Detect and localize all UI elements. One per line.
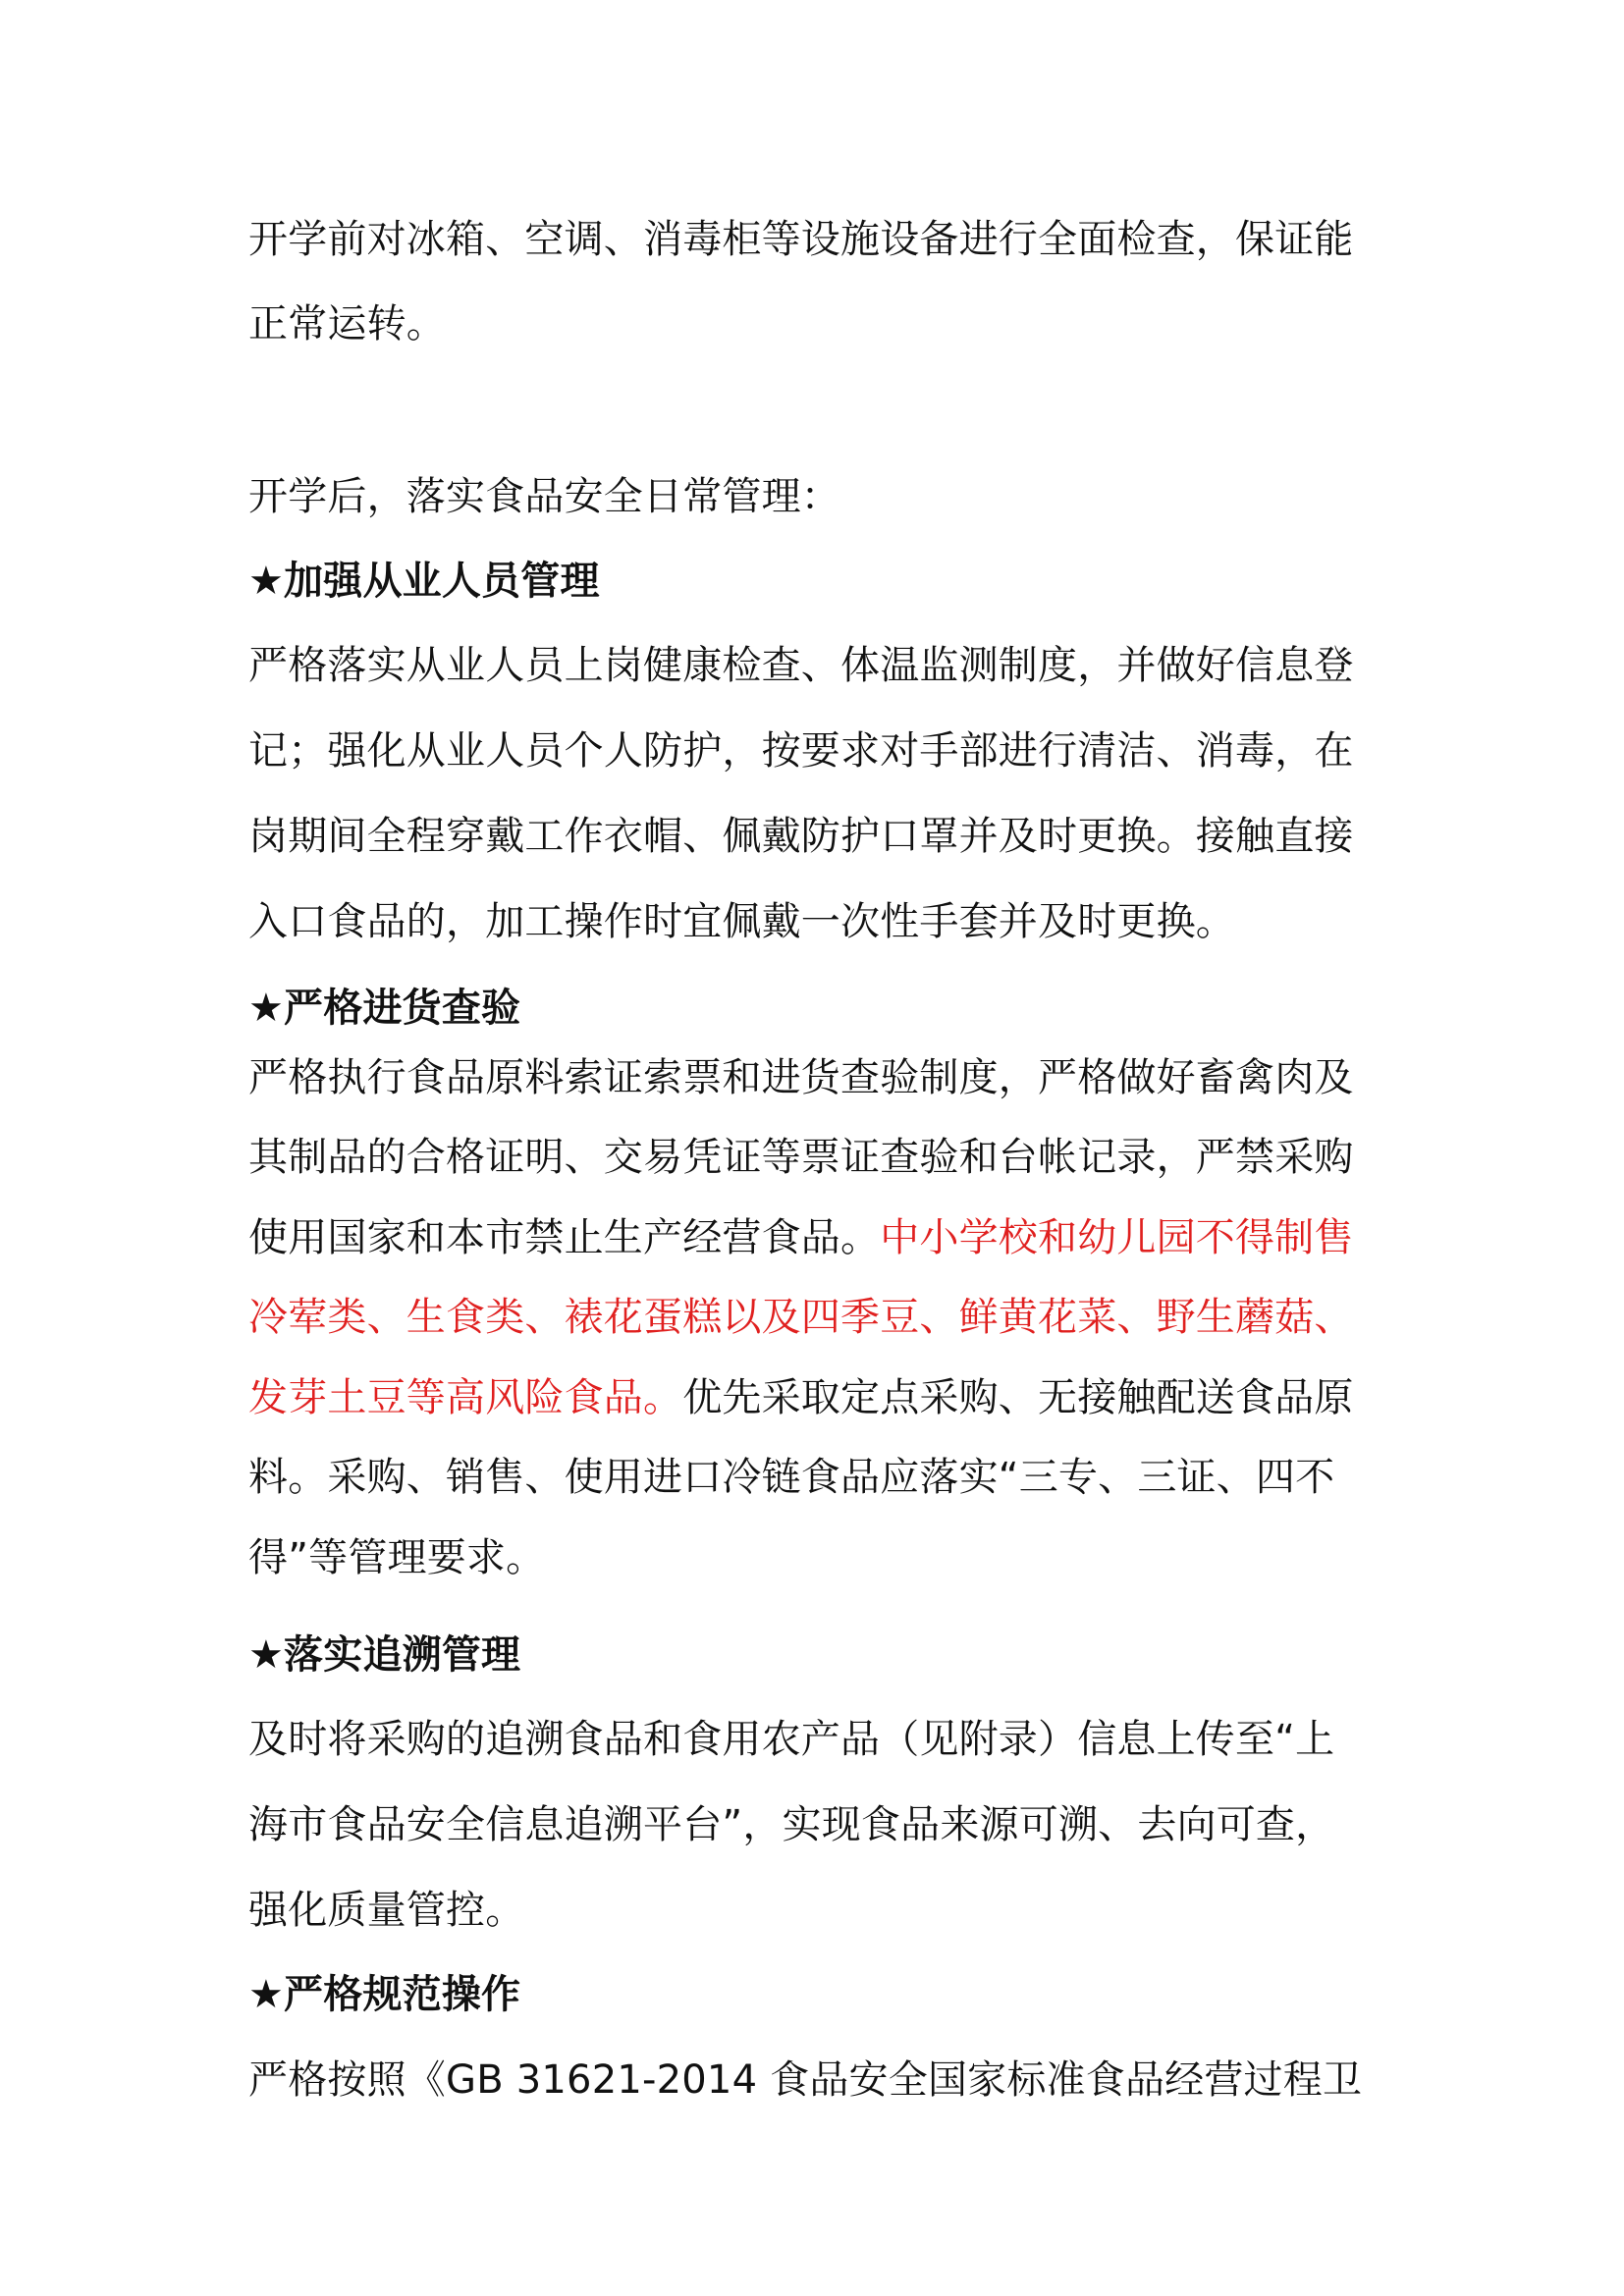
paragraph-line: 开学前对冰箱、空调、消毒柜等设施设备进行全面检查，保证能 <box>248 217 1354 262</box>
paragraph-line <box>248 1374 1354 1421</box>
section-heading: ★落实追溯管理 <box>248 1632 521 1678</box>
paragraph-line: 严格按照《GB 31621-2014 食品安全国家标准食品经营过程卫 <box>248 2057 1363 2103</box>
highlighted-line: 冷荤类、生食类、裱花蛋糕以及四季豆、鲜黄花菜、野生蘑菇、 <box>248 1295 1354 1340</box>
paragraph-line: 料。采购、销售、使用进口冷链食品应落实“三专、三证、四不 <box>248 1455 1335 1500</box>
paragraph-line: 其制品的合格证明、交易凭证等票证查验和台帐记录，严禁采购 <box>248 1135 1354 1180</box>
paragraph-line: 强化质量管控。 <box>248 1888 525 1933</box>
highlighted-text: 发芽土豆等高风险食品。 <box>248 1375 683 1420</box>
paragraph-line: 岗期间全程穿戴工作衣帽、佩戴防护口罩并及时更换。接触直接 <box>248 814 1354 859</box>
paragraph-line: 严格落实从业人员上岗健康检查、体温监测制度，并做好信息登 <box>248 643 1354 688</box>
paragraph-line: 及时将采购的追溯食品和食用农产品（见附录）信息上传至“上 <box>248 1717 1335 1762</box>
paragraph-line: 记；强化从业人员个人防护，按要求对手部进行清洁、消毒，在 <box>248 728 1354 774</box>
paragraph-line: 海市食品安全信息追溯平台”，实现食品来源可溯、去向可查， <box>248 1802 1335 1847</box>
paragraph-text: 使用国家和本市禁止生产经营食品。 <box>248 1215 881 1260</box>
section-heading: ★严格规范操作 <box>248 1972 521 2017</box>
highlighted-text: 中小学校和幼儿园不得制售 <box>880 1215 1354 1260</box>
paragraph-line <box>248 1214 1354 1261</box>
paragraph-line: 正常运转。 <box>248 301 446 347</box>
paragraph-line: 开学后，落实食品安全日常管理： <box>248 474 840 519</box>
section-heading: ★严格进货查验 <box>248 986 521 1031</box>
paragraph-line: 入口食品的，加工操作时宜佩戴一次性手套并及时更换。 <box>248 899 1235 944</box>
paragraph-line: 严格执行食品原料索证索票和进货查验制度，严格做好畜禽肉及 <box>248 1055 1354 1100</box>
section-heading: ★加强从业人员管理 <box>248 559 600 604</box>
paragraph-text: 优先采取定点采购、无接触配送食品原 <box>682 1375 1354 1420</box>
paragraph-line: 得”等管理要求。 <box>248 1535 546 1580</box>
